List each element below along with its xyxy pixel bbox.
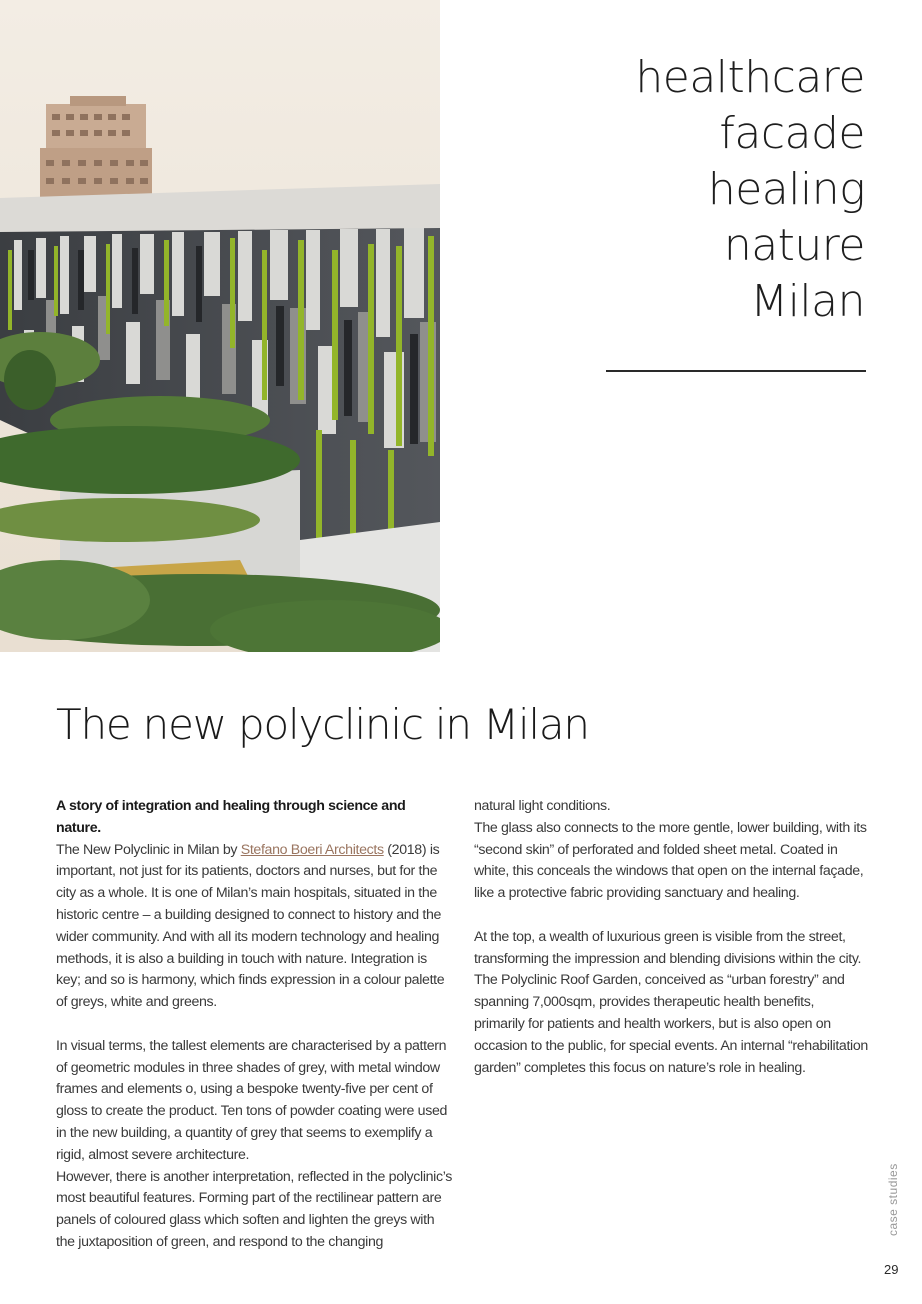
paragraph-visual-terms: In visual terms, the tallest elements are characterised by a pattern of geometric modules in three shades of grey, with metal window frames and elements o, using a bespoke twenty-five per cent of gloss to create the product. Ten tons of powder coating were used in the new building, a quantity of grey that seems to exemplify a rigid, almost severe architecture.	[56, 1037, 448, 1163]
keyword-nature: nature	[723, 220, 865, 271]
intro-after-link: (2018) is important, not just for its patients, doctors and nurses, but for the city as a whole. It is one of Milan’s main hospitals, situated in the historic centre – a building designed to connect to history and the wider community. And with all its modern technology and healing methods, it is also a building in touch with nature. Integration is key; and so is harmony, which finds expression in a colour palette of greys, white and greens.	[56, 841, 445, 1011]
paragraph-glass: The glass also connects to the more gentle, lower building, with its “second skin” of perforated and folded sheet metal. Coated in white, this conceals the windows that open on the internal façade, like a protective fabric providing sanctuary and healing.	[474, 819, 867, 902]
paragraph-continuation: natural light conditions.	[474, 798, 611, 814]
page-number: 29	[884, 1262, 899, 1277]
building-illustration	[0, 0, 440, 652]
keyword-healthcare: healthcare	[635, 52, 865, 103]
intro-paragraph	[56, 840, 452, 1014]
paragraph-interpretation: However, there is another interpretation, reflected in the polyclinic’s most beautiful features. Forming part of the rectilinear pattern are panels of coloured glass which soften and lighten the greys with the juxtaposition of green, and respond to the changing	[56, 1168, 453, 1250]
velasca-tower	[40, 96, 152, 202]
keyword-facade: facade	[719, 108, 865, 159]
architect-link[interactable]: Stefano Boeri Architects	[240, 841, 384, 858]
section-label: case studies	[886, 1163, 900, 1236]
keyword-list	[525, 50, 865, 330]
article-title: The new polyclinic in Milan	[56, 700, 589, 749]
intro-before-link: The New Polyclinic in Milan by	[56, 841, 241, 858]
lead-text: A story of integration and healing through science and nature.	[56, 798, 406, 836]
divider-rule	[606, 370, 866, 372]
hero-photo	[0, 0, 440, 652]
keyword-milan: Milan	[750, 276, 865, 327]
keyword-healing: healing	[707, 164, 865, 215]
article-column-left	[56, 796, 452, 1254]
article-column-right	[474, 796, 868, 1079]
paragraph-roof-garden: At the top, a wealth of luxurious green is visible from the street, transforming the impression and blending divisions within the city. The Polyclinic Roof Garden, conceived as “urban forestry” and spanning 7,000sqm, provides therapeutic health benefits, primarily for patients and health workers, but is also open on occasion to the public, for special events. An internal “rehabilitation garden” completes this focus on nature’s role in healing.	[474, 928, 868, 1076]
